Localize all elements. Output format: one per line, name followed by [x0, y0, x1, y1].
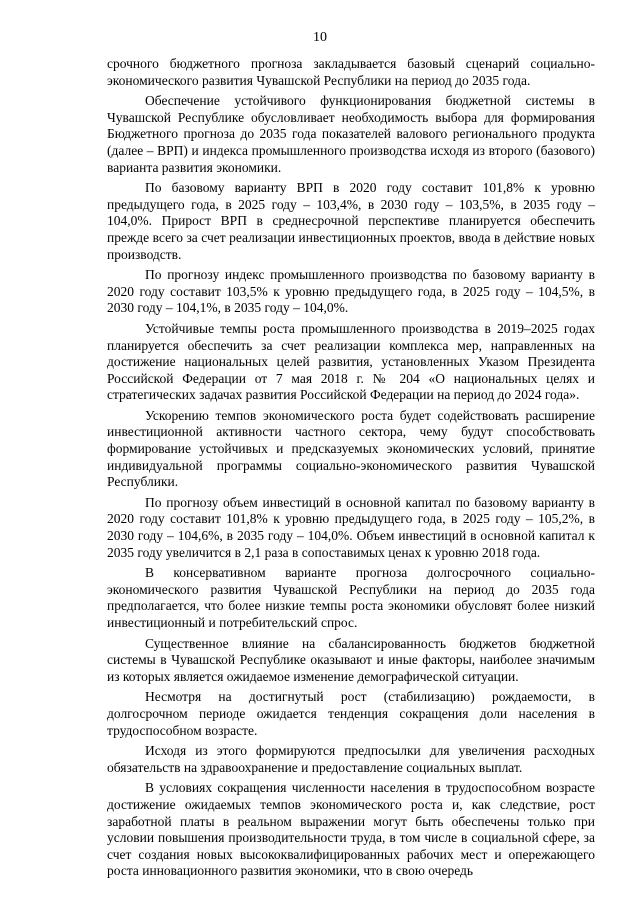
paragraph-12: В условиях сокращения численности населения в трудоспособном возрасте достижение ожидаемых темпов экономического роста и, как следствие, рост заработной платы в реальном выражении могут быть обеспечены только при условии повышения производительности труда, в том числе в социальной сфере, за счет создания новых высококвалифицированных рабочих мест и опережающего роста инновационного развития экономики, что в свою очередь — [107, 780, 595, 879]
page-number: 10 — [313, 30, 327, 45]
paragraph-4: По прогнозу индекс промышленного производства по базовому варианту в 2020 году составит 103,5% к уровню предыдущего года, в 2025 году – 104,5%, в 2030 году – 104,1%, в 2035 году – 104,0%. — [107, 267, 595, 316]
paragraph-1: срочного бюджетного прогноза закладывается базовый сценарий социально-экономического развития Чувашской Республики на период до 2035 года. — [107, 56, 595, 88]
paragraph-2: Обеспечение устойчивого функционирования бюджетной системы в Чувашской Республике обусловливает необходимость выбора для формирования Бюджетного прогноза до 2035 года показателей валового регионального продукта (далее – ВРП) и индекса промышленного производства исходя из второго (базового) варианта развития экономики. — [107, 93, 595, 175]
paragraph-10: Несмотря на достигнутый рост (стабилизацию) рождаемости, в долгосрочном периоде ожидается тенденция сокращения доли населения в трудоспособном возрасте. — [107, 689, 595, 738]
document-body — [107, 56, 595, 880]
paragraph-3: По базовому варианту ВРП в 2020 году составит 101,8% к уровню предыдущего года, в 2025 году – 103,4%, в 2030 году – 103,5%, в 2035 году – 104,0%. Прирост ВРП в среднесрочной перспективе планируется обеспечить прежде всего за счет реализации инвестиционных проектов, ввода в действие новых производств. — [107, 180, 595, 262]
paragraph-7: По прогнозу объем инвестиций в основной капитал по базовому варианту в 2020 году составит 101,8% к уровню предыдущего года, в 2025 году – 105,2%, в 2030 году – 104,6%, в 2035 году – 104,0%. Объем инвестиций в основной капитал к 2035 году увеличится в 2,1 раза в сопоставимых ценах к уровню 2018 года. — [107, 494, 595, 560]
paragraph-5: Устойчивые темпы роста промышленного производства в 2019–2025 годах планируется обеспечить за счет реализации комплекса мер, направленных на достижение национальных целей развития, установленных Указом Президента Российской Федерации от 7 мая 2018 г. № 204 «О национальных целях и стратегических задачах развития Российской Федерации на период до 2024 года». — [107, 320, 595, 403]
paragraph-11: Исходя из этого формируются предпосылки для увеличения расходных обязательств на здравоохранение и предоставление социальных выплат. — [107, 743, 595, 775]
paragraph-9: Существенное влияние на сбалансированность бюджетов бюджетной системы в Чувашской Республике оказывают и иные факторы, наиболее значимым из которых является ожидаемое изменение демографической ситуации. — [107, 635, 595, 684]
paragraph-6: Ускорению темпов экономического роста будет содействовать расширение инвестиционной активности частного сектора, чему будут способствовать формирование устойчивых и предсказуемых экономических условий, принятие индивидуальной программы социально-экономического развития Чувашской Республики. — [107, 407, 595, 490]
paragraph-8: В консервативном варианте прогноза долгосрочного социально-экономического развития Чувашской Республики на период до 2035 года предполагается, что более низкие темпы роста экономики обусловят более низкий инвестиционный и потребительский спрос. — [107, 565, 595, 630]
